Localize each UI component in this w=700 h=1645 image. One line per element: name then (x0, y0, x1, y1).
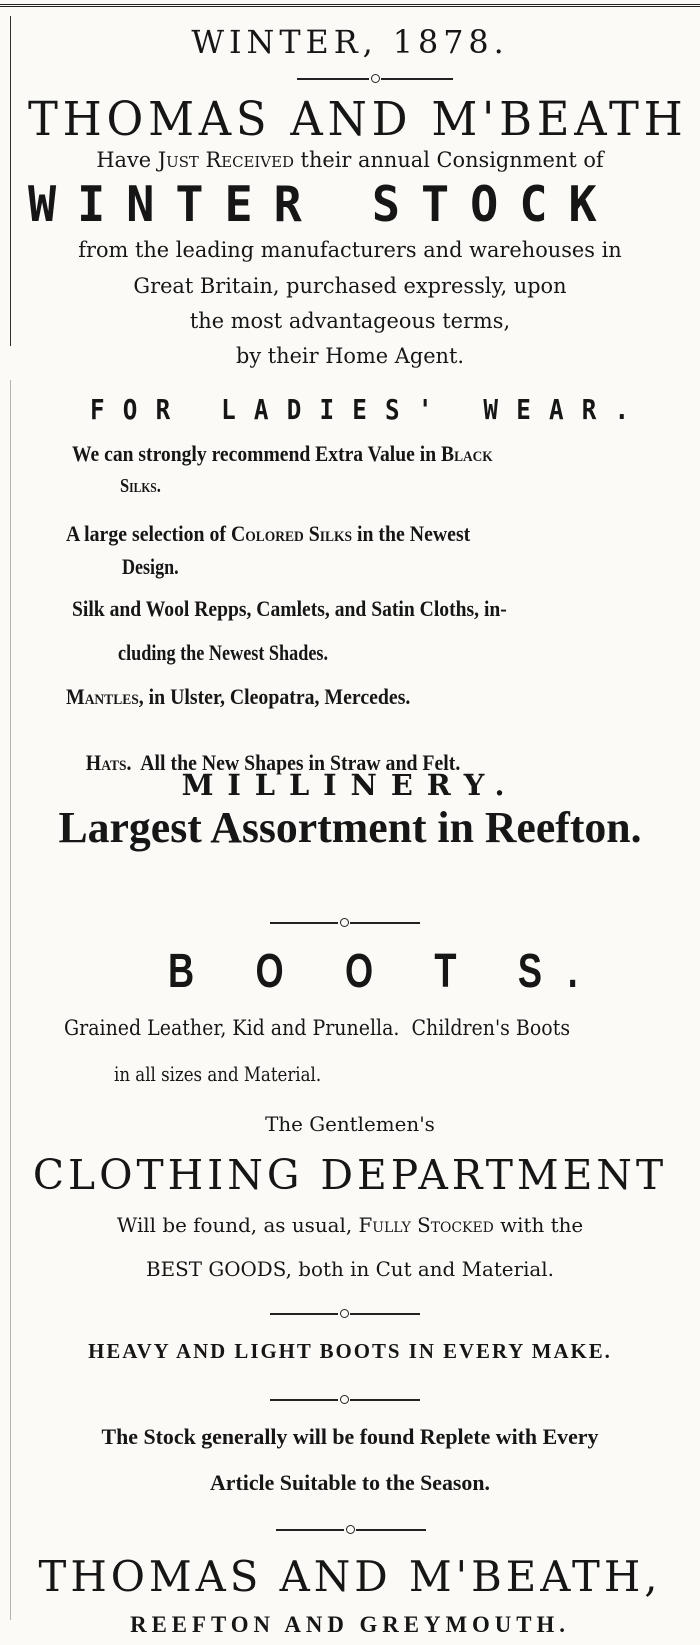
clothing-line-rest: with the (493, 1213, 584, 1237)
hats-lead: Hats. (85, 750, 132, 775)
colored-silks-name: Colored Silks (230, 521, 353, 546)
sourcing-line: from the leading manufacturers and warehouses in (78, 238, 622, 262)
intro-rest: their annual Consignment of (293, 148, 604, 172)
ad-heading: WINTER, 1878. (191, 23, 509, 61)
sourcing-line: the most advantageous terms, (189, 309, 511, 333)
top-border-rule (0, 4, 700, 7)
clothing-line-lead: Will be found, as usual, (116, 1213, 359, 1237)
winter-stock-title: WINTER STOCK (28, 176, 618, 233)
firm-name: THOMAS AND M'BEATH (28, 92, 688, 147)
black-silks-continued: Silks. (120, 475, 161, 497)
colored-silks-rest: in the Newest (352, 521, 471, 546)
ornamental-rule (297, 74, 453, 84)
clothing-line (2, 1215, 698, 1235)
footer-firm-name: THOMAS AND M'BEATH, (38, 1552, 662, 1601)
ornamental-rule (276, 1525, 426, 1535)
ladies-wear-heading: FOR LADIES' WEAR. (90, 393, 648, 426)
mantles-line (66, 686, 696, 708)
intro-have: Have (96, 148, 158, 172)
footer-towns: REEFTON AND GREYMOUTH. (130, 1612, 570, 1637)
hats-rest: All the New Shapes in Straw and Felt. (131, 750, 461, 775)
mantles-rest: , in Ulster, Cleopatra, Mercedes. (138, 684, 411, 709)
intro-just-received: Just Received (157, 148, 294, 172)
mantles-lead: Mantles (66, 684, 139, 709)
boots-line: in all sizes and Material. (114, 1062, 322, 1086)
clothing-line: BEST GOODS, both in Cut and Material. (146, 1257, 554, 1281)
boots-line: Grained Leather, Kid and Prunella. Children's Boots (64, 1016, 571, 1040)
colored-silks-continued: Design. (122, 554, 179, 579)
intro-line (2, 150, 698, 171)
stock-line: The Stock generally will be found Replete with Every (101, 1424, 599, 1449)
boots-heading: B O O T S. (168, 945, 604, 998)
ornamental-rule (270, 1395, 420, 1405)
millinery-tagline: Largest Assortment in Reefton. (58, 803, 642, 852)
millinery-heading: MILLINERY. (181, 768, 519, 802)
black-silks-text: We can strongly recommend Extra Value in (72, 441, 441, 466)
black-silks-black: Black (440, 441, 493, 466)
black-silks-line (72, 443, 696, 465)
sourcing-line: Great Britain, purchased expressly, upon (133, 274, 567, 298)
stock-line: Article Suitable to the Season. (209, 1470, 490, 1495)
colored-silks-line (66, 523, 696, 545)
ornamental-rule (270, 1309, 420, 1319)
heavy-boots-line: HEAVY AND LIGHT BOOTS IN EVERY MAKE. (88, 1339, 612, 1363)
fabrics-line: Silk and Wool Repps, Camlets, and Satin Cloths, in- (72, 596, 507, 621)
colored-silks-lead: A large selection of (66, 521, 231, 546)
clothing-fully-stocked: Fully Stocked (358, 1213, 494, 1237)
ornamental-rule (270, 918, 420, 928)
gentlemen-intro: The Gentlemen's (265, 1112, 435, 1136)
clothing-department-heading: CLOTHING DEPARTMENT (32, 1151, 668, 1199)
sourcing-line: by their Home Agent. (235, 344, 465, 368)
fabrics-continued: cluding the Newest Shades. (118, 640, 329, 665)
